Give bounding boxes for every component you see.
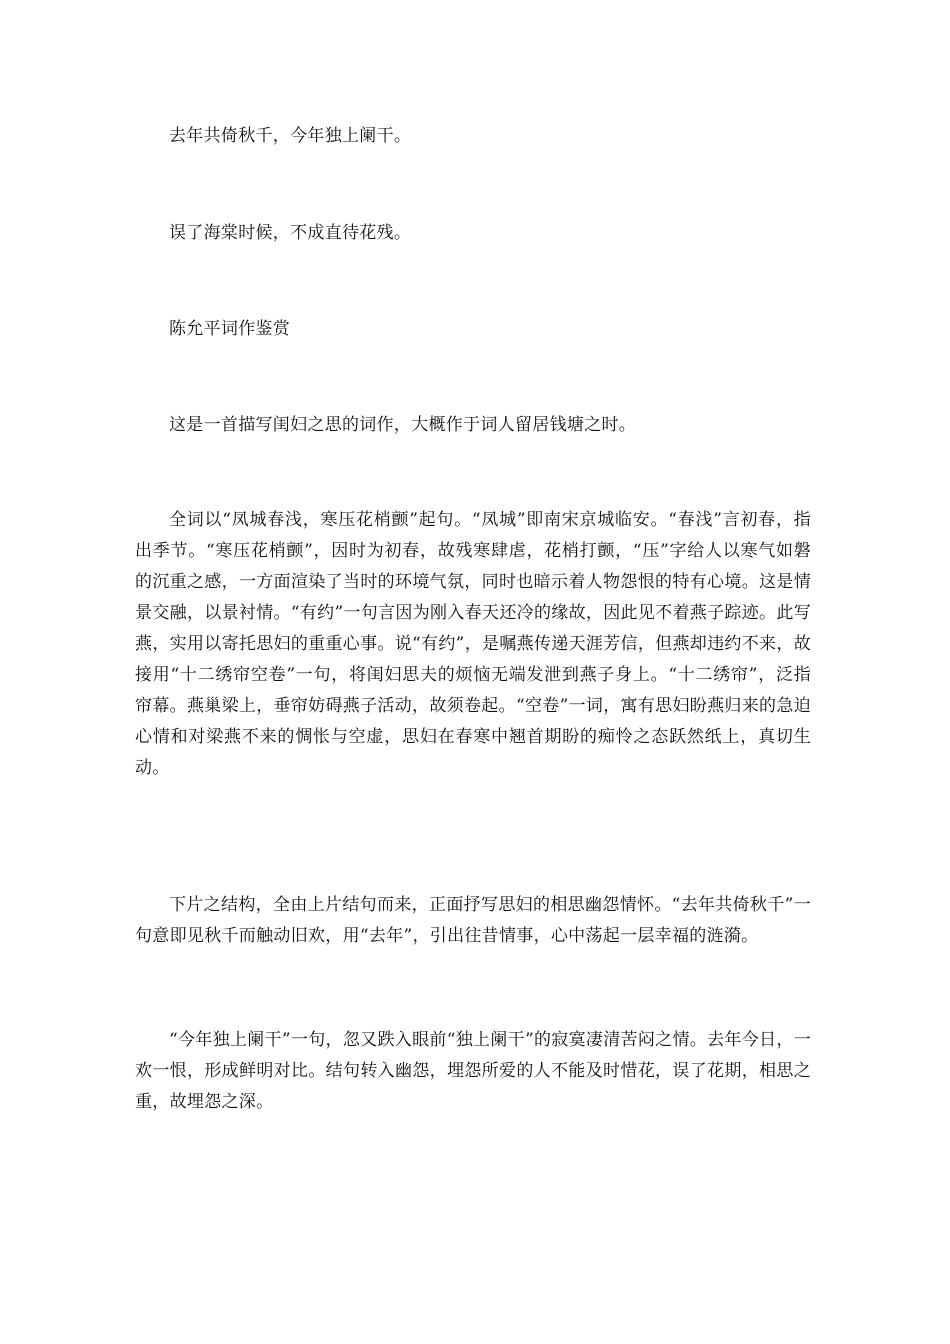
paragraph-intro: 这是一首描写闺妇之思的词作，大概作于词人留居钱塘之时。 <box>169 415 637 435</box>
paragraph-conclusion: “今年独上阑干”一句，忽又跌入眼前“独上阑干”的寂寞凄清苦闷之情。去年今日，一欢一恨，形成鲜明对比。结句转入幽怨，埋怨所爱的人不能及时惜花，误了花期，相思之重，故埋怨之深。 <box>135 1030 811 1112</box>
paragraph-lower-structure: 下片之结构，全由上片结句而来，正面抒写思妇的相思幽怨情怀。“去年共倚秋千”一句意即见秋千而触动旧欢，用“去年”，引出往昔情事，心中荡起一层幸福的涟漪。 <box>135 895 811 946</box>
poem-line-1: 去年共倚秋千，今年独上阑干。 <box>169 126 412 146</box>
poem-line-2: 误了海棠时候，不成直待花残。 <box>169 223 412 243</box>
paragraph-upper-analysis: 全词以“凤城春浅，寒压花梢颤”起句。“凤城”即南宋京城临安。“春浅”言初春，指出季节。“寒压花梢颤”，因时为初春，故残寒肆虐，花梢打颤，“压”字给人以寒气如磐的沉重之感，一方面渲染了当时的环境气氛，同时也暗示着人物怨恨的特有心境。这是情景交融，以景衬情。“有约”一句言因为刚入春天还冷的缘故，因此见不着燕子踪迹。此写燕，实用以寄托思妇的重重心事。说“有约”，是嘱燕传递天涯芳信，但燕却违约不来，故接用“十二绣帘空卷”一句，将闺妇思夫的烦恼无端发泄到燕子身上。“十二绣帘”，泛指帘幕。燕巢梁上，垂帘妨碍燕子活动，故须卷起。“空卷”一词，寓有思妇盼燕归来的急迫心情和对梁燕不来的惆怅与空虚，思妇在春寒中翘首期盼的痴怜之态跃然纸上，真切生动。 <box>135 510 811 778</box>
section-heading: 陈允平词作鉴赏 <box>169 319 291 339</box>
